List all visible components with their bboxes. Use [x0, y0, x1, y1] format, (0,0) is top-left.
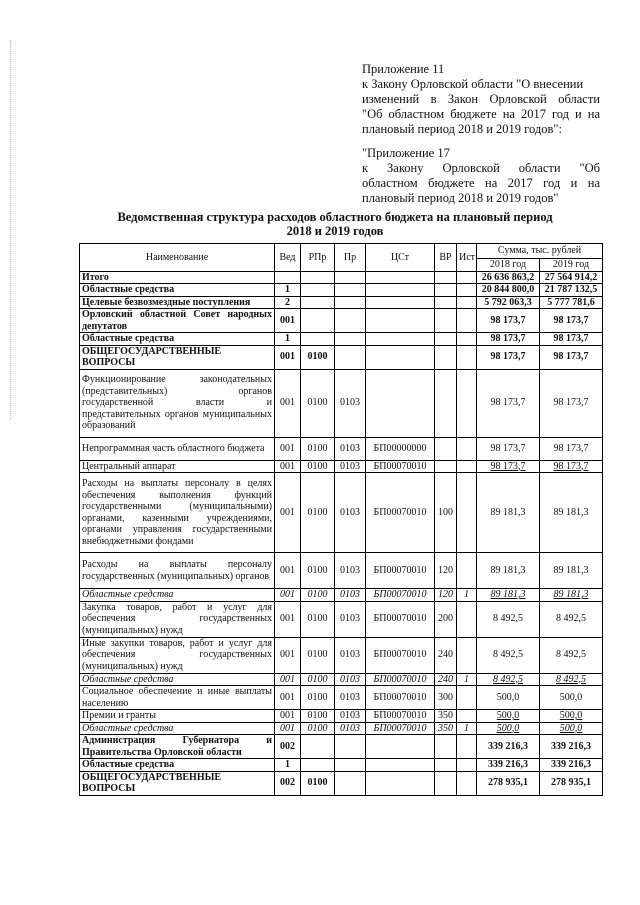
cell-name: ОБЩЕГОСУДАРСТВЕННЫЕ ВОПРОСЫ — [80, 771, 275, 795]
cell-y2018: 89 181,3 — [477, 589, 540, 602]
cell-name: Целевые безвозмездные поступления — [80, 296, 275, 309]
cell-name: Закупка товаров, работ и услуг для обеспечения государственных (муниципальных) нужд — [80, 601, 275, 637]
cell-name: Областные средства — [80, 722, 275, 735]
quoted-law-line: плановый период 2018 и 2019 годов" — [362, 191, 559, 205]
cell-vr — [435, 735, 457, 759]
cell-cst — [366, 735, 435, 759]
law-reference-line: плановый период 2018 и 2019 годов": — [362, 122, 562, 136]
cell-pr: 0103 — [335, 710, 366, 723]
cell-ist: 1 — [457, 673, 477, 686]
cell-ved: 001 — [275, 673, 301, 686]
header-ist: Ист — [457, 244, 477, 272]
cell-vr — [435, 309, 457, 333]
cell-pr: 0103 — [335, 437, 366, 460]
law-reference-line: изменений в Закон Орловской области — [362, 92, 600, 106]
cell-ist — [457, 473, 477, 553]
cell-name: Центральный аппарат — [80, 460, 275, 473]
cell-y2018: 89 181,3 — [477, 553, 540, 589]
cell-ved: 001 — [275, 686, 301, 710]
cell-y2018: 5 792 063,3 — [477, 296, 540, 309]
cell-pr — [335, 735, 366, 759]
cell-cst — [366, 369, 435, 437]
cell-ved: 002 — [275, 735, 301, 759]
cell-y2018: 339 216,3 — [477, 735, 540, 759]
cell-y2019: 98 173,7 — [540, 460, 603, 473]
cell-rpr: 0100 — [301, 589, 335, 602]
cell-y2019: 278 935,1 — [540, 771, 603, 795]
cell-ist — [457, 271, 477, 284]
cell-ved: 001 — [275, 473, 301, 553]
table-row — [80, 601, 603, 637]
scan-edge-mark — [10, 40, 12, 420]
cell-cst: БП00070010 — [366, 637, 435, 673]
table-row — [80, 296, 603, 309]
cell-ved: 001 — [275, 637, 301, 673]
header-sum: Сумма, тыс. рублей — [477, 244, 603, 259]
table-row — [80, 673, 603, 686]
cell-rpr — [301, 735, 335, 759]
cell-cst: БП00070010 — [366, 686, 435, 710]
cell-y2019: 21 787 132,5 — [540, 284, 603, 297]
title-line: 2018 и 2019 годов — [286, 224, 384, 238]
cell-name: Областные средства — [80, 284, 275, 297]
cell-rpr: 0100 — [301, 673, 335, 686]
table-row — [80, 686, 603, 710]
cell-vr: 120 — [435, 553, 457, 589]
cell-y2018: 8 492,5 — [477, 673, 540, 686]
cell-vr: 120 — [435, 589, 457, 602]
cell-cst: БП00070010 — [366, 601, 435, 637]
cell-vr — [435, 345, 457, 369]
cell-y2018: 98 173,7 — [477, 333, 540, 346]
cell-y2018: 500,0 — [477, 686, 540, 710]
cell-pr — [335, 759, 366, 772]
appendix-note — [362, 62, 600, 206]
cell-ist — [457, 309, 477, 333]
quoted-law-line: к Закону Орловской области "Об — [362, 161, 600, 175]
cell-pr: 0103 — [335, 473, 366, 553]
table-row — [80, 460, 603, 473]
table-row — [80, 369, 603, 437]
cell-y2018: 98 173,7 — [477, 345, 540, 369]
cell-vr — [435, 437, 457, 460]
cell-pr — [335, 284, 366, 297]
cell-vr: 300 — [435, 686, 457, 710]
cell-ist — [457, 553, 477, 589]
cell-rpr: 0100 — [301, 460, 335, 473]
cell-ved: 001 — [275, 722, 301, 735]
cell-pr: 0103 — [335, 686, 366, 710]
cell-cst — [366, 759, 435, 772]
cell-cst — [366, 345, 435, 369]
cell-name: ОБЩЕГОСУДАРСТВЕННЫЕ ВОПРОСЫ — [80, 345, 275, 369]
cell-rpr — [301, 271, 335, 284]
cell-ist: 1 — [457, 589, 477, 602]
cell-cst — [366, 333, 435, 346]
cell-vr: 240 — [435, 673, 457, 686]
cell-ved: 1 — [275, 759, 301, 772]
cell-y2018: 8 492,5 — [477, 637, 540, 673]
cell-ved: 001 — [275, 601, 301, 637]
cell-cst: БП00000000 — [366, 437, 435, 460]
cell-y2019: 98 173,7 — [540, 309, 603, 333]
table-row — [80, 589, 603, 602]
cell-vr — [435, 333, 457, 346]
cell-y2019: 27 564 914,2 — [540, 271, 603, 284]
header-ved: Вед — [275, 244, 301, 272]
cell-cst: БП00070010 — [366, 589, 435, 602]
appendix-label: Приложение 11 — [362, 62, 445, 76]
header-year-2019: 2019 год — [540, 259, 603, 272]
cell-name: Иные закупки товаров, работ и услуг для обеспечения государственных (муниципальных) нужд — [80, 637, 275, 673]
cell-name: Областные средства — [80, 759, 275, 772]
cell-vr — [435, 296, 457, 309]
table-row — [80, 771, 603, 795]
cell-name: Администрация Губернатора и Правительства Орловской области — [80, 735, 275, 759]
title-line: Ведомственная структура расходов областного бюджета на плановый период — [117, 210, 553, 224]
cell-ist: 1 — [457, 722, 477, 735]
cell-y2018: 20 844 800,0 — [477, 284, 540, 297]
cell-y2018: 98 173,7 — [477, 369, 540, 437]
header-vr: ВР — [435, 244, 457, 272]
table-row — [80, 284, 603, 297]
cell-y2019: 339 216,3 — [540, 759, 603, 772]
cell-vr: 350 — [435, 710, 457, 723]
cell-pr — [335, 296, 366, 309]
table-row — [80, 271, 603, 284]
cell-y2018: 278 935,1 — [477, 771, 540, 795]
cell-name: Расходы на выплаты персоналу в целях обеспечения выполнения функций государственными (муниципальными) органами, казенными учреждениями, органами управления государственными внебюджетными фондами — [80, 473, 275, 553]
budget-table — [79, 243, 603, 796]
cell-y2018: 500,0 — [477, 722, 540, 735]
quoted-law-line: областном бюджете на 2017 год и на — [362, 176, 600, 190]
cell-pr: 0103 — [335, 589, 366, 602]
cell-y2018: 26 636 863,2 — [477, 271, 540, 284]
cell-pr: 0103 — [335, 553, 366, 589]
cell-pr: 0103 — [335, 601, 366, 637]
cell-y2018: 500,0 — [477, 710, 540, 723]
cell-ved: 001 — [275, 589, 301, 602]
cell-name: Социальное обеспечение и иные выплаты населению — [80, 686, 275, 710]
cell-name: Итого — [80, 271, 275, 284]
table-row — [80, 759, 603, 772]
cell-pr: 0103 — [335, 637, 366, 673]
cell-y2019: 500,0 — [540, 686, 603, 710]
cell-y2019: 89 181,3 — [540, 589, 603, 602]
cell-ist — [457, 284, 477, 297]
cell-y2018: 89 181,3 — [477, 473, 540, 553]
document-title — [95, 210, 575, 238]
cell-cst: БП00070010 — [366, 722, 435, 735]
cell-ist — [457, 369, 477, 437]
table-row — [80, 553, 603, 589]
cell-cst — [366, 771, 435, 795]
cell-ved: 002 — [275, 771, 301, 795]
cell-cst — [366, 284, 435, 297]
quoted-appendix-label: "Приложение 17 — [362, 146, 450, 160]
cell-ist — [457, 333, 477, 346]
cell-rpr: 0100 — [301, 686, 335, 710]
cell-vr — [435, 759, 457, 772]
cell-name: Орловский областной Совет народных депутатов — [80, 309, 275, 333]
table-row — [80, 637, 603, 673]
cell-y2019: 5 777 781,6 — [540, 296, 603, 309]
cell-y2019: 8 492,5 — [540, 637, 603, 673]
cell-ist — [457, 759, 477, 772]
cell-cst — [366, 296, 435, 309]
cell-rpr — [301, 333, 335, 346]
table-row — [80, 345, 603, 369]
cell-y2019: 98 173,7 — [540, 345, 603, 369]
cell-y2019: 500,0 — [540, 710, 603, 723]
cell-y2018: 98 173,7 — [477, 460, 540, 473]
cell-cst — [366, 309, 435, 333]
cell-ved: 1 — [275, 333, 301, 346]
cell-cst — [366, 271, 435, 284]
cell-y2019: 8 492,5 — [540, 673, 603, 686]
cell-ist — [457, 345, 477, 369]
cell-vr: 200 — [435, 601, 457, 637]
cell-rpr: 0100 — [301, 369, 335, 437]
cell-name: Областные средства — [80, 589, 275, 602]
cell-y2019: 98 173,7 — [540, 333, 603, 346]
cell-rpr: 0100 — [301, 722, 335, 735]
cell-ist — [457, 771, 477, 795]
cell-name: Областные средства — [80, 673, 275, 686]
table-row — [80, 309, 603, 333]
table-row — [80, 722, 603, 735]
cell-cst: БП00070010 — [366, 460, 435, 473]
cell-ist — [457, 637, 477, 673]
cell-pr: 0103 — [335, 369, 366, 437]
cell-ist — [457, 686, 477, 710]
cell-vr: 350 — [435, 722, 457, 735]
cell-rpr: 0100 — [301, 771, 335, 795]
cell-name: Непрограммная часть областного бюджета — [80, 437, 275, 460]
cell-pr — [335, 771, 366, 795]
cell-y2018: 98 173,7 — [477, 437, 540, 460]
cell-rpr: 0100 — [301, 710, 335, 723]
cell-ist — [457, 437, 477, 460]
cell-ved: 001 — [275, 309, 301, 333]
cell-y2018: 98 173,7 — [477, 309, 540, 333]
cell-y2019: 89 181,3 — [540, 553, 603, 589]
cell-pr — [335, 309, 366, 333]
cell-vr: 100 — [435, 473, 457, 553]
cell-cst: БП00070010 — [366, 553, 435, 589]
cell-name: Расходы на выплаты персоналу государственных (муниципальных) органов — [80, 553, 275, 589]
cell-vr — [435, 460, 457, 473]
cell-rpr — [301, 284, 335, 297]
cell-ved: 001 — [275, 460, 301, 473]
cell-ved: 001 — [275, 437, 301, 460]
cell-ved: 001 — [275, 345, 301, 369]
cell-vr — [435, 771, 457, 795]
header-rpr: РПр — [301, 244, 335, 272]
cell-y2019: 98 173,7 — [540, 437, 603, 460]
header-year-2018: 2018 год — [477, 259, 540, 272]
header-cst: ЦСт — [366, 244, 435, 272]
cell-ist — [457, 296, 477, 309]
cell-vr — [435, 271, 457, 284]
cell-ist — [457, 601, 477, 637]
cell-y2019: 98 173,7 — [540, 369, 603, 437]
cell-ved — [275, 271, 301, 284]
cell-cst: БП00070010 — [366, 473, 435, 553]
table-row — [80, 333, 603, 346]
cell-name: Премии и гранты — [80, 710, 275, 723]
cell-rpr — [301, 309, 335, 333]
table-row — [80, 473, 603, 553]
cell-ved: 001 — [275, 553, 301, 589]
cell-vr — [435, 284, 457, 297]
table-row — [80, 735, 603, 759]
cell-vr: 240 — [435, 637, 457, 673]
cell-y2019: 8 492,5 — [540, 601, 603, 637]
law-reference-line: "Об областном бюджете на 2017 год и на — [362, 107, 600, 121]
table-row — [80, 710, 603, 723]
cell-rpr: 0100 — [301, 473, 335, 553]
cell-pr: 0103 — [335, 722, 366, 735]
cell-rpr — [301, 296, 335, 309]
cell-rpr — [301, 759, 335, 772]
cell-rpr: 0100 — [301, 637, 335, 673]
cell-cst: БП00070010 — [366, 710, 435, 723]
cell-rpr: 0100 — [301, 437, 335, 460]
cell-y2019: 500,0 — [540, 722, 603, 735]
cell-rpr: 0100 — [301, 345, 335, 369]
header-name: Наименование — [80, 244, 275, 272]
cell-y2018: 8 492,5 — [477, 601, 540, 637]
cell-vr — [435, 369, 457, 437]
cell-ved: 2 — [275, 296, 301, 309]
cell-y2019: 339 216,3 — [540, 735, 603, 759]
cell-name: Областные средства — [80, 333, 275, 346]
cell-ist — [457, 710, 477, 723]
cell-cst: БП00070010 — [366, 673, 435, 686]
cell-pr: 0103 — [335, 673, 366, 686]
cell-pr: 0103 — [335, 460, 366, 473]
cell-pr — [335, 271, 366, 284]
cell-rpr: 0100 — [301, 601, 335, 637]
cell-y2018: 339 216,3 — [477, 759, 540, 772]
cell-ist — [457, 735, 477, 759]
cell-pr — [335, 345, 366, 369]
cell-ist — [457, 460, 477, 473]
cell-ved: 001 — [275, 710, 301, 723]
cell-rpr: 0100 — [301, 553, 335, 589]
cell-y2019: 89 181,3 — [540, 473, 603, 553]
cell-ved: 001 — [275, 369, 301, 437]
header-pr: Пр — [335, 244, 366, 272]
cell-pr — [335, 333, 366, 346]
cell-ved: 1 — [275, 284, 301, 297]
cell-name: Функционирование законодательных (представительных) органов государственной власти и представительных органов муниципальных образований — [80, 369, 275, 437]
law-reference-line: к Закону Орловской области "О внесении — [362, 77, 584, 91]
table-row — [80, 437, 603, 460]
